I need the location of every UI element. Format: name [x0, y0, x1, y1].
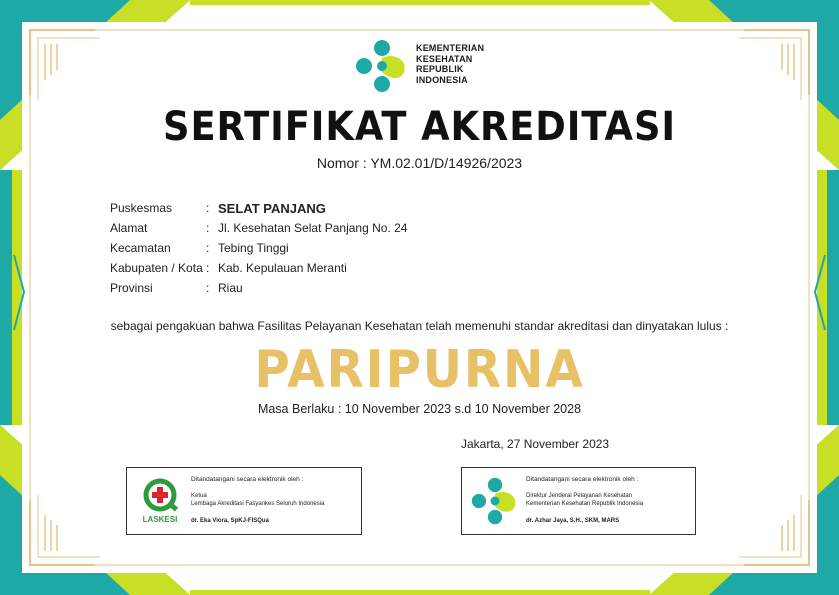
field-value: SELAT PANJANG [218, 201, 326, 216]
signature-role [191, 492, 324, 508]
field-colon: : [206, 281, 210, 295]
place-date: Jakarta, 27 November 2023 [461, 437, 610, 451]
field-value: Tebing Tinggi [218, 241, 289, 255]
certificate-title: SERTIFIKAT AKREDITASI [163, 104, 676, 150]
kemenkes-logo-icon [354, 38, 410, 94]
field-value: Kab. Kepulauan Meranti [218, 261, 347, 275]
signature-header: Ditandatangani secara elektronik oleh : [191, 476, 304, 483]
signatory-name: dr. Eka Viora, SpKJ-FISQua [191, 518, 269, 524]
kemenkes-logo-icon [470, 476, 520, 526]
signature-role [526, 492, 643, 508]
accreditation-statement: sebagai pengakuan bahwa Fasilitas Pelayanan Kesehatan telah memenuhi standar akreditasi dan dinyatakan lulus : [110, 319, 729, 333]
field-colon: : [206, 261, 210, 275]
signature-role-line-1: Ketua [191, 493, 207, 499]
ministry-line-4: INDONESIA [416, 74, 468, 85]
signature-role-line-2: Lembaga Akreditasi Fasyankes Seluruh Indonesia [191, 501, 325, 507]
laskesi-logo-icon [135, 476, 185, 526]
ministry-line-1: KEMENTERIAN [416, 43, 485, 53]
validity-period: Masa Berlaku : 10 November 2023 s.d 10 November 2028 [257, 402, 582, 416]
certificate-number: Nomor : YM.02.01/D/14926/2023 [316, 155, 523, 171]
field-label: Alamat [110, 221, 148, 235]
laskesi-logo-text: LASKESI [142, 515, 178, 524]
field-label: Provinsi [110, 281, 153, 295]
field-label: Puskesmas [110, 201, 173, 215]
signature-box-right [461, 467, 696, 535]
signature-box-left [126, 467, 362, 535]
field-label: Kabupaten / Kota [110, 261, 203, 275]
field-value: Riau [218, 281, 243, 295]
signature-role-line-2: Kementerian Kesehatan Republik Indonesia [526, 501, 644, 507]
field-colon: : [206, 201, 210, 215]
signature-role-line-1: Direktur Jenderal Pelayanan Kesehatan [526, 493, 633, 499]
ministry-line-3: REPUBLIK [416, 64, 464, 74]
signature-header: Ditandatangani secara elektronik oleh : [526, 476, 639, 483]
signatory-name: dr. Azhar Jaya, S.H., SKM, MARS [526, 518, 620, 524]
field-value: Jl. Kesehatan Selat Panjang No. 24 [218, 221, 408, 235]
ministry-name [416, 43, 484, 85]
accreditation-grade: PARIPURNA [254, 340, 585, 400]
field-colon: : [206, 221, 210, 235]
field-label: Kecamatan [110, 241, 171, 255]
field-colon: : [206, 241, 210, 255]
ministry-line-2: KESEHATAN [416, 53, 473, 64]
